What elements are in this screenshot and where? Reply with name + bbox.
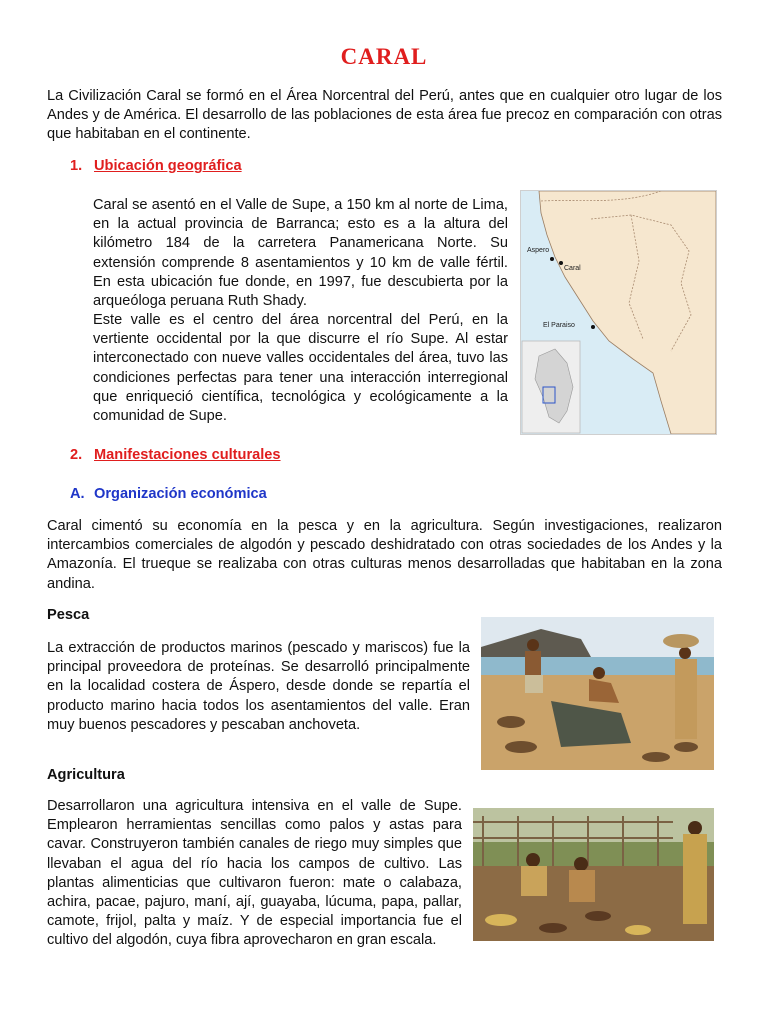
- section-label: Manifestaciones culturales: [94, 447, 281, 463]
- agricultura-paragraph: Desarrollaron una agricultura intensiva en el valle de Supe. Emplearon herramientas sencillas como palos y astas para cavar. Construyeron también canales de riego muy simples que llevaban el agua del río hacia los campos de cultivo. Las plantas alimenticias que cultivaron fueron: mate o calabaza, achira, pacae, pajuro, maní, ají, guayaba, lúcuma, papa, pallar, camote, frijol, palta y maíz. Y de especial importancia fue el cultivo del algodón, cuya fibra aprovecharon en gran escala.: [47, 798, 462, 949]
- agricultura-heading: Agricultura: [47, 767, 125, 783]
- intro-paragraph: La Civilización Caral se formó en el Área Norcentral del Perú, antes que en cualquier otro lugar de los Andes y de América. El desarrollo de las poblaciones de esta área fue precoz en comparación con otras que habitaban en el continente.: [47, 88, 722, 143]
- peru-coast-map: [521, 191, 716, 434]
- map-label-caral: Caral: [564, 265, 581, 272]
- section-number: 1.: [70, 158, 83, 174]
- economia-paragraph: Caral cimentó su economía en la pesca y en la agricultura. Según investigaciones, realizaron intercambios comerciales de algodón y pescado deshidratado con otras sociedades de los Andes y la Amazonía. El trueque se realizaba con otras culturas menos desarrolladas que habitaban en la zona andina.: [47, 518, 722, 592]
- pesca-heading: Pesca: [47, 607, 90, 623]
- section-heading-ubicacion: [70, 158, 242, 174]
- section-label: Ubicación geográfica: [94, 158, 242, 174]
- map-label-aspero: Aspero: [527, 247, 550, 254]
- ubicacion-paragraph-1: Caral se asentó en el Valle de Supe, a 150 km al norte de Lima, en la actual provincia de Barranca; esto es a la altura del kilómetro 184 de la carretera Panamericana Norte. Su extensión comprende 8 asentamientos y 10 km de valle fértil. En esta ubicación fue donde, en 1997, fue descubierta por la arqueóloga peruana Ruth Shady.: [93, 197, 508, 310]
- subsection-letter: A.: [70, 486, 85, 502]
- section-number: 2.: [70, 447, 83, 463]
- map-image: [520, 190, 717, 435]
- ubicacion-paragraph-2: Este valle es el centro del área norcentral del Perú, en la vertiente occidental por la que discurre el río Supe. Al estar interconectado con nueve valles occidentales del área, tuvo las condiciones perfectas para tener una interacción interregional que enriqueció científica, tecnológica y ecológicamente a la comunidad de Supe.: [93, 312, 508, 425]
- map-label-paraiso: El Paraiso: [543, 322, 575, 329]
- fishing-illustration: [481, 617, 714, 770]
- page-title: CARAL: [340, 44, 428, 69]
- section-heading-manifestaciones: [70, 447, 281, 463]
- subsection-label: Organización económica: [94, 486, 267, 502]
- pesca-paragraph: La extracción de productos marinos (pescado y mariscos) fue la principal proveedora de proteínas. Se desarrolló principalmente en la localidad costera de Áspero, desde donde se repartía el producto marino hacia todos los asentamientos del valle. Eran muy buenos pescadores y pescaban anchoveta.: [47, 640, 470, 733]
- subsection-heading-organizacion: [70, 486, 267, 502]
- agriculture-illustration: [473, 808, 714, 941]
